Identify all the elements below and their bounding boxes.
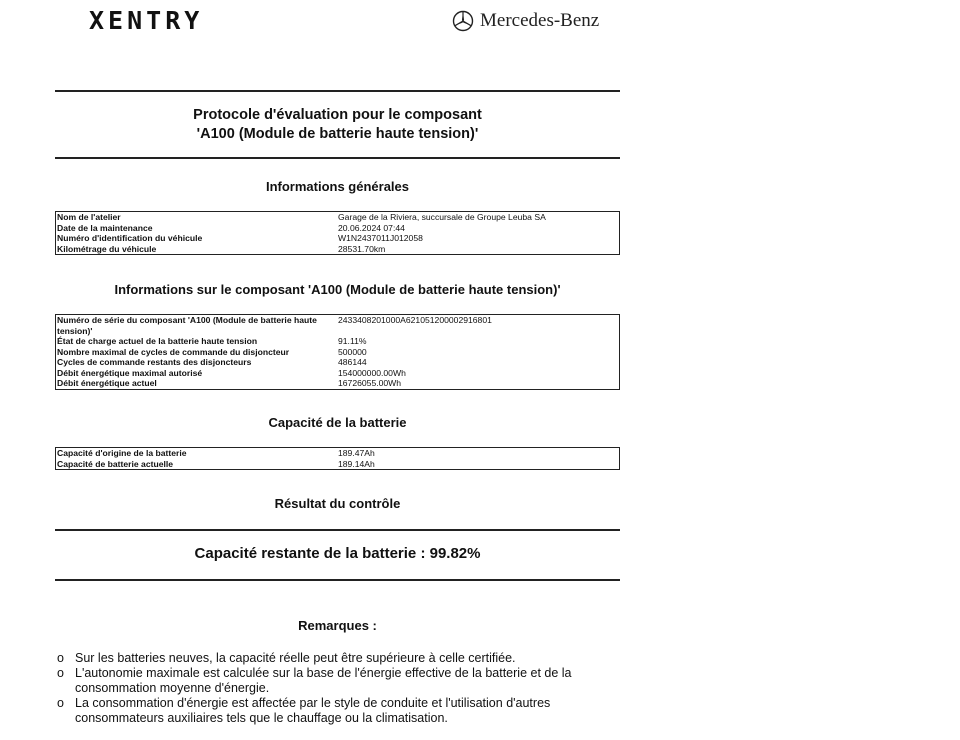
table-row xyxy=(56,357,619,368)
table-row xyxy=(56,212,619,223)
row-value: 154000000.00Wh xyxy=(338,367,406,378)
remaining-capacity: Capacité restante de la batterie : 99.82% xyxy=(194,545,481,562)
remark-text: Sur les batteries neuves, la capacité réelle peut être supérieure à celle certifiée. xyxy=(75,651,516,665)
row-label: Numéro d'identification du véhicule xyxy=(57,233,203,243)
bullet-icon: o xyxy=(57,696,64,710)
row-value: W1N2437011J012058 xyxy=(338,233,423,243)
remark-text: La consommation d'énergie est affectée par le style de conduite et l'utilisation d'autres consommateurs auxiliaires tels que le chauffage ou la climatisation. xyxy=(75,696,551,725)
table-row xyxy=(56,368,619,379)
bullet-icon: o xyxy=(57,666,64,680)
capacity-heading: Capacité de la batterie xyxy=(268,415,407,430)
title-line-2: 'A100 (Module de batterie haute tension)' xyxy=(196,126,479,142)
remark-text: L'autonomie maximale est calculée sur la base de l'énergie effective de la batterie et de la consommation moyenne d'énergie. xyxy=(75,666,572,695)
row-value: 189.14Ah xyxy=(338,458,375,469)
divider-title-bottom xyxy=(55,157,620,159)
row-value: Garage de la Riviera, succursale de Groupe Leuba SA xyxy=(338,212,546,222)
component-info-table xyxy=(55,314,620,390)
table-row xyxy=(56,233,619,244)
list-item xyxy=(57,696,627,726)
component-info-heading: Informations sur le composant 'A100 (Module de batterie haute tension)' xyxy=(114,282,561,297)
table-row xyxy=(56,459,619,470)
remarks-heading: Remarques : xyxy=(298,618,377,633)
row-label: Kilométrage du véhicule xyxy=(57,243,157,254)
row-value: 500000 xyxy=(338,346,367,357)
row-label: Nom de l'atelier xyxy=(57,212,121,222)
list-item xyxy=(57,666,627,696)
list-item xyxy=(57,651,627,666)
capacity-table xyxy=(55,447,620,470)
row-label: Nombre maximal de cycles de commande du disjoncteur xyxy=(57,346,290,357)
row-label: Capacité d'origine de la batterie xyxy=(57,448,187,458)
general-info-table xyxy=(55,211,620,255)
row-value: 16726055.00Wh xyxy=(338,378,402,388)
row-label: Capacité de batterie actuelle xyxy=(57,458,174,469)
row-label: Débit énergétique maximal autorisé xyxy=(57,367,203,378)
table-row xyxy=(56,315,619,336)
row-label: État de charge actuel de la batterie haute tension xyxy=(57,336,258,346)
table-row xyxy=(56,223,619,234)
result-heading: Résultat du contrôle xyxy=(274,496,401,511)
row-label: Débit énergétique actuel xyxy=(57,378,157,388)
xentry-logo: XENTRY xyxy=(89,6,204,35)
bullet-icon: o xyxy=(57,651,64,665)
document-title xyxy=(55,106,620,144)
brand-name: Mercedes-Benz xyxy=(480,10,600,31)
row-label: Cycles de commande restants des disjoncteurs xyxy=(57,357,252,367)
row-value: 91.11% xyxy=(338,336,367,346)
row-value: 189.47Ah xyxy=(338,448,375,458)
mercedes-benz-brand xyxy=(452,10,599,32)
row-value: 28531.70km xyxy=(338,243,386,254)
divider-result-bottom xyxy=(55,579,620,581)
general-info-heading: Informations générales xyxy=(265,179,410,194)
mercedes-star-icon xyxy=(452,10,474,32)
row-value: 486144 xyxy=(338,357,367,367)
row-label: Numéro de série du composant 'A100 (Module de batterie haute tension)' xyxy=(57,315,317,336)
title-line-1: Protocole d'évaluation pour le composant xyxy=(193,107,482,123)
table-row xyxy=(56,336,619,347)
row-value: 2433408201000A621051200002916801 xyxy=(338,315,492,325)
row-label: Date de la maintenance xyxy=(57,222,153,233)
table-row xyxy=(56,244,619,255)
remarks-list xyxy=(57,651,627,726)
table-row xyxy=(56,347,619,358)
table-row xyxy=(56,378,619,389)
divider-top xyxy=(55,90,620,92)
divider-result-top xyxy=(55,529,620,531)
table-row xyxy=(56,448,619,459)
row-value: 20.06.2024 07:44 xyxy=(338,222,405,233)
